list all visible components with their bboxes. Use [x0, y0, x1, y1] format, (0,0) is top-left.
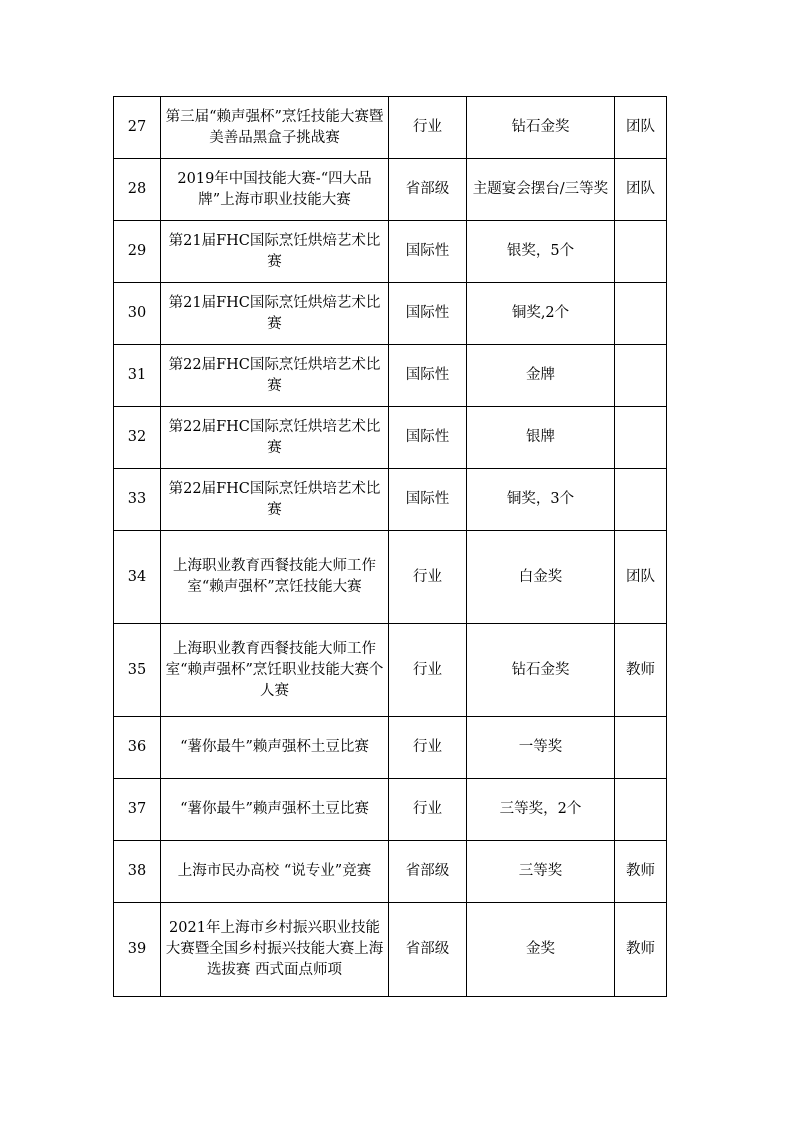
award-result: 金奖: [467, 903, 615, 997]
row-number: 34: [114, 531, 161, 624]
participant-type: [615, 345, 667, 407]
competition-level: 国际性: [389, 283, 467, 345]
row-number: 36: [114, 717, 161, 779]
participant-type: 教师: [615, 903, 667, 997]
competition-level: 行业: [389, 97, 467, 159]
competition-level: 省部级: [389, 903, 467, 997]
competition-name: 第22届FHC国际烹饪烘培艺术比赛: [161, 407, 389, 469]
row-number: 29: [114, 221, 161, 283]
award-result: 三等奖，2个: [467, 779, 615, 841]
participant-type: [615, 779, 667, 841]
competition-level: 国际性: [389, 469, 467, 531]
award-result: 银牌: [467, 407, 615, 469]
competition-name: 2021年上海市乡村振兴职业技能大赛暨全国乡村振兴技能大赛上海选拔赛 西式面点师项: [161, 903, 389, 997]
participant-type: 团队: [615, 159, 667, 221]
competition-name: 第22届FHC国际烹饪烘培艺术比赛: [161, 345, 389, 407]
table-row: [114, 469, 667, 531]
competition-name: 上海市民办高校 “说专业”竞赛: [161, 841, 389, 903]
table-row: [114, 841, 667, 903]
row-number: 30: [114, 283, 161, 345]
competition-name: 上海职业教育西餐技能大师工作室“赖声强杯”烹饪职业技能大赛个人赛: [161, 624, 389, 717]
row-number: 37: [114, 779, 161, 841]
row-number: 35: [114, 624, 161, 717]
award-result: 金牌: [467, 345, 615, 407]
competition-name: 第三届“赖声强杯”烹饪技能大赛暨美善品黑盒子挑战赛: [161, 97, 389, 159]
competition-name: 2019年中国技能大赛-“四大品牌”上海市职业技能大赛: [161, 159, 389, 221]
award-result: 主题宴会摆台/三等奖: [467, 159, 615, 221]
participant-type: [615, 469, 667, 531]
award-result: 钻石金奖: [467, 624, 615, 717]
competition-level: 国际性: [389, 345, 467, 407]
table-row: [114, 221, 667, 283]
competition-level: 行业: [389, 779, 467, 841]
awards-table: [113, 96, 667, 997]
table-row: [114, 903, 667, 997]
competition-level: 行业: [389, 717, 467, 779]
award-result: 铜奖,2个: [467, 283, 615, 345]
table-row: [114, 531, 667, 624]
row-number: 28: [114, 159, 161, 221]
row-number: 27: [114, 97, 161, 159]
participant-type: [615, 221, 667, 283]
competition-name: “薯你最牛”赖声强杯土豆比赛: [161, 779, 389, 841]
participant-type: 团队: [615, 531, 667, 624]
row-number: 32: [114, 407, 161, 469]
competition-name: 第22届FHC国际烹饪烘培艺术比赛: [161, 469, 389, 531]
row-number: 39: [114, 903, 161, 997]
participant-type: 教师: [615, 841, 667, 903]
table-row: [114, 624, 667, 717]
competition-level: 国际性: [389, 407, 467, 469]
table-row: [114, 717, 667, 779]
competition-level: 省部级: [389, 841, 467, 903]
award-result: 铜奖，3个: [467, 469, 615, 531]
table-row: [114, 407, 667, 469]
award-result: 三等奖: [467, 841, 615, 903]
table-row: [114, 283, 667, 345]
competition-level: 行业: [389, 531, 467, 624]
competition-level: 国际性: [389, 221, 467, 283]
table-row: [114, 159, 667, 221]
row-number: 31: [114, 345, 161, 407]
participant-type: 团队: [615, 97, 667, 159]
participant-type: [615, 407, 667, 469]
row-number: 38: [114, 841, 161, 903]
competition-name: 第21届FHC国际烹饪烘焙艺术比赛: [161, 221, 389, 283]
award-result: 银奖，5个: [467, 221, 615, 283]
award-result: 一等奖: [467, 717, 615, 779]
award-result: 白金奖: [467, 531, 615, 624]
participant-type: [615, 717, 667, 779]
competition-name: 上海职业教育西餐技能大师工作室“赖声强杯”烹饪技能大赛: [161, 531, 389, 624]
table-row: [114, 345, 667, 407]
row-number: 33: [114, 469, 161, 531]
table-row: [114, 779, 667, 841]
table-row: [114, 97, 667, 159]
participant-type: [615, 283, 667, 345]
award-result: 钻石金奖: [467, 97, 615, 159]
participant-type: 教师: [615, 624, 667, 717]
competition-name: 第21届FHC国际烹饪烘焙艺术比赛: [161, 283, 389, 345]
competition-level: 行业: [389, 624, 467, 717]
competition-name: “薯你最牛”赖声强杯土豆比赛: [161, 717, 389, 779]
awards-table-body: [114, 97, 667, 997]
competition-level: 省部级: [389, 159, 467, 221]
